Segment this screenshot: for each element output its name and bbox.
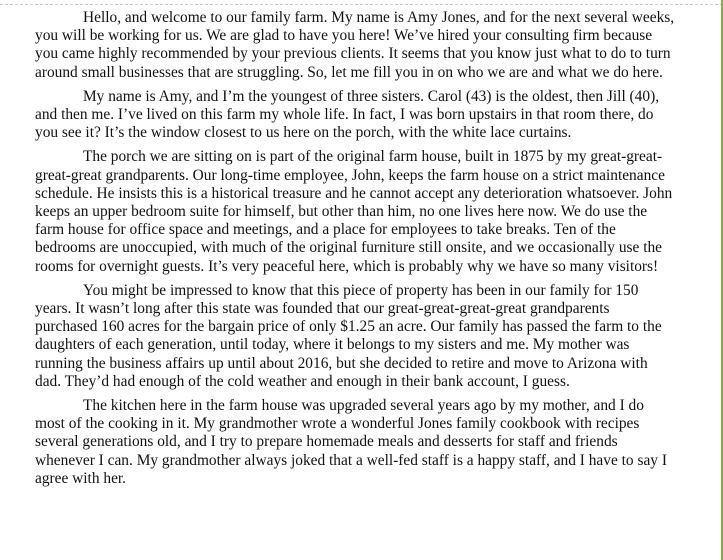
document-body[interactable]	[35, 9, 675, 494]
page-top-edge	[0, 0, 723, 5]
paragraph-family: My name is Amy, and I’m the youngest of three sisters. Carol (43) is the oldest, then Jill (40), and then me. I’ve lived on this farm my whole life. In fact, I was born upstairs in that room there, do you see it? It’s the window closest to us here on the porch, with the white lace curtains.	[35, 87, 660, 142]
paragraph-kitchen: The kitchen here in the farm house was upgraded several years ago by my mother, and I do most of the cooking in it. My grandmother wrote a wonderful Jones family cookbook with recipes several generations old, and I try to prepare homemade meals and desserts for staff and friends whenever I can. My grandmother always joked that a well-fed staff is a happy staff, and I have to say I agree with her.	[35, 397, 667, 487]
paragraph-farm-house: The porch we are sitting on is part of the original farm house, built in 1875 by my great-great-great-great grandparents. Our long-time employee, John, keeps the farm house on a strict maintenance schedule. He insists this is a historical treasure and he cannot accept any deterioration whatsoever. John keeps an upper bedroom suite for himself, but other than him, no one lives here now. We do use the farm house for office space and meetings, and a place for employees to take breaks. Ten of the bedrooms are unoccupied, with much of the original furniture still onsite, and we occasionally use the rooms for overnight guests. It’s very peaceful here, which is probably why we have so many visitors!	[35, 148, 673, 275]
paragraph-welcome: Hello, and welcome to our family farm. My name is Amy Jones, and for the next several weeks, you will be working for us. We are glad to have you here! We’ve hired your consulting firm because you came highly recommended by your previous clients. It seems that you know just what to do to turn around small businesses that are struggling. So, let me fill you in on who we are and what we do here.	[35, 9, 675, 81]
paragraph-property-history: You might be impressed to know that this piece of property has been in our family for 150 years. It wasn’t long after this state was founded that our great-great-great-great grandparents purchased 160 acres for the bargain price of only $1.25 an acre. Our family has passed the farm to the daughters of each generation, until today, where it belongs to my sisters and me. My mother was running the business affairs up until about 2016, but she decided to retire and move to Arizona with dad. They’d had enough of the cold weather and enough in their bank account, I guess.	[35, 281, 662, 390]
